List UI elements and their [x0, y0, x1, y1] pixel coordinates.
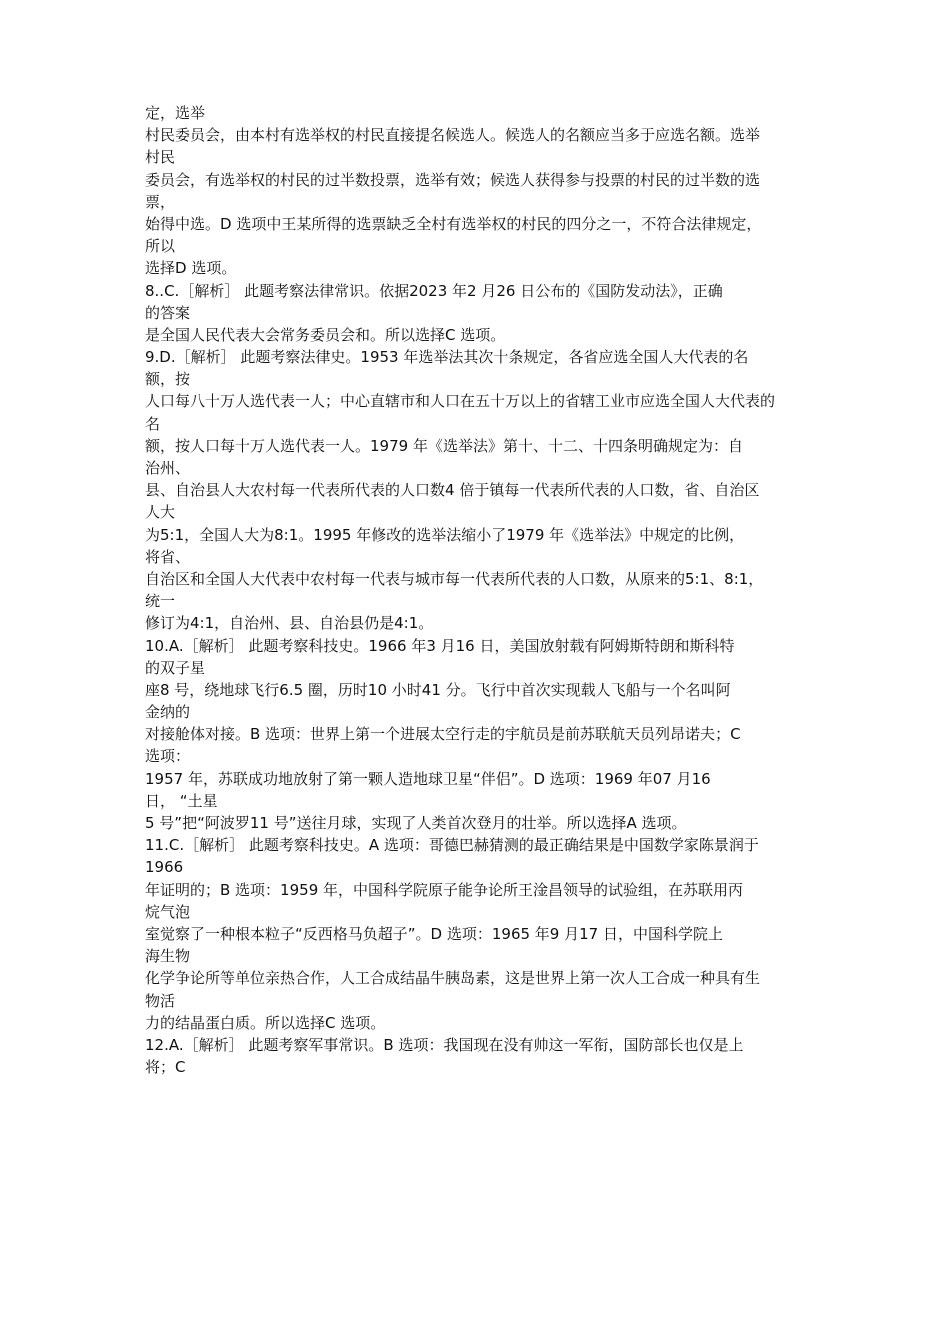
text-line: 烷气泡	[145, 902, 191, 921]
text-line: 为5:1，全国人大为8:1。1995 年修改的选举法缩小了1979 年《选举法》中规定的比例，	[145, 525, 745, 544]
text-line: 将省、	[145, 547, 191, 566]
text-line: 将；C	[145, 1058, 186, 1077]
text-line: 人大	[145, 503, 176, 522]
text-line: 名	[145, 414, 161, 433]
text-line: 县、自治县人大农村每一代表所代表的人口数4 倍于镇每一代表所代表的人口数，省、自治区	[145, 481, 760, 500]
text-line: 村民	[145, 148, 176, 167]
text-line: 选项：	[145, 747, 191, 766]
text-line: 始得中选。D 选项中王某所得的选票缺乏全村有选举权的村民的四分之一，不符合法律规定，	[145, 214, 762, 233]
text-line: 修订为4:1，自治州、县、自治县仍是4:1。	[145, 614, 434, 633]
text-line: 力的结晶蛋白质。所以选择C 选项。	[145, 1013, 386, 1032]
text-line: 金纳的	[145, 703, 191, 722]
text-line: 12.A.［解析］ 此题考察军事常识。B 选项：我国现在没有帅这一军衔，国防部长也仅是上	[145, 1035, 744, 1054]
text-line: 村民委员会，由本村有选举权的村民直接提名候选人。候选人的名额应当多于应选名额。选举	[145, 126, 761, 145]
text-line: 票，	[145, 192, 176, 211]
text-line: 定，选举	[145, 104, 206, 122]
text-line: 委员会，有选举权的村民的过半数投票，选举有效；候选人获得参与投票的村民的过半数的选	[145, 170, 761, 189]
text-line: 9.D.［解析］ 此题考察法律史。1953 年选举法其次十条规定，各省应选全国人大代表的名	[145, 348, 749, 367]
text-line: 化学争论所等单位亲热合作，人工合成结晶牛胰岛素，这是世界上第一次人工合成一种具有生	[145, 969, 761, 988]
text-line: 室觉察了一种根本粒子“反西格马负超子”。D 选项：1965 年9 月17 日，中国科学院上	[145, 924, 723, 943]
text-line: 选择D 选项。	[145, 259, 237, 278]
text-line: 1966	[145, 858, 184, 877]
document-body	[145, 102, 835, 1078]
text-line: 5 号”把“阿波罗11 号”送往月球，实现了人类首次登月的壮举。所以选择A 选项。	[145, 814, 687, 832]
text-line: 额，按人口每十万人选代表一人。1979 年《选举法》第十、十二、十四条明确规定为：自	[145, 436, 743, 455]
text-line: 治州、	[145, 459, 191, 477]
text-line: 对接舱体对接。B 选项：世界上第一个进展太空行走的宇航员是前苏联航天员列昂诺夫；C	[145, 725, 741, 744]
text-line: 年证明的；B 选项：1959 年，中国科学院原子能争论所王淦昌领导的试验组，在苏联用丙	[145, 880, 744, 899]
text-line: 1957 年，苏联成功地放射了第一颗人造地球卫星“伴侣”。D 选项：1969 年07 月16	[145, 769, 711, 788]
text-line: 日， “土星	[145, 791, 218, 810]
text-line: 人口每八十万人选代表一人；中心直辖市和人口在五十万以上的省辖工业市应选全国人大代表的	[145, 392, 776, 411]
text-line: 10.A.［解析］ 此题考察科技史。1966 年3 月16 日，美国放射载有阿姆斯特朗和斯科特	[145, 636, 735, 655]
text-line: 自治区和全国人大代表中农村每一代表与城市每一代表所代表的人口数，从原来的5:1、8:1，	[145, 569, 764, 588]
text-line: 11.C.［解析］ 此题考察科技史。A 选项：哥德巴赫猜测的最正确结果是中国数学家陈景润于	[145, 836, 759, 855]
text-line: 海生物	[145, 947, 191, 966]
text-line: 额，按	[145, 370, 191, 389]
text-line: 所以	[145, 237, 176, 256]
text-line: 座8 号，绕地球飞行6.5 圈，历时10 小时41 分。飞行中首次实现载人飞船与一个名叫阿	[145, 680, 731, 699]
text-line: 的双子星	[145, 658, 206, 677]
text-line: 物活	[145, 991, 176, 1010]
text-line: 是全国人民代表大会常务委员会和。所以选择C 选项。	[145, 325, 506, 344]
text-line: 8..C.［解析］ 此题考察法律常识。依据2023 年2 月26 日公布的《国防发动法》，正确	[145, 281, 723, 300]
text-line: 统一	[145, 592, 176, 611]
text-line: 的答案	[145, 303, 191, 322]
